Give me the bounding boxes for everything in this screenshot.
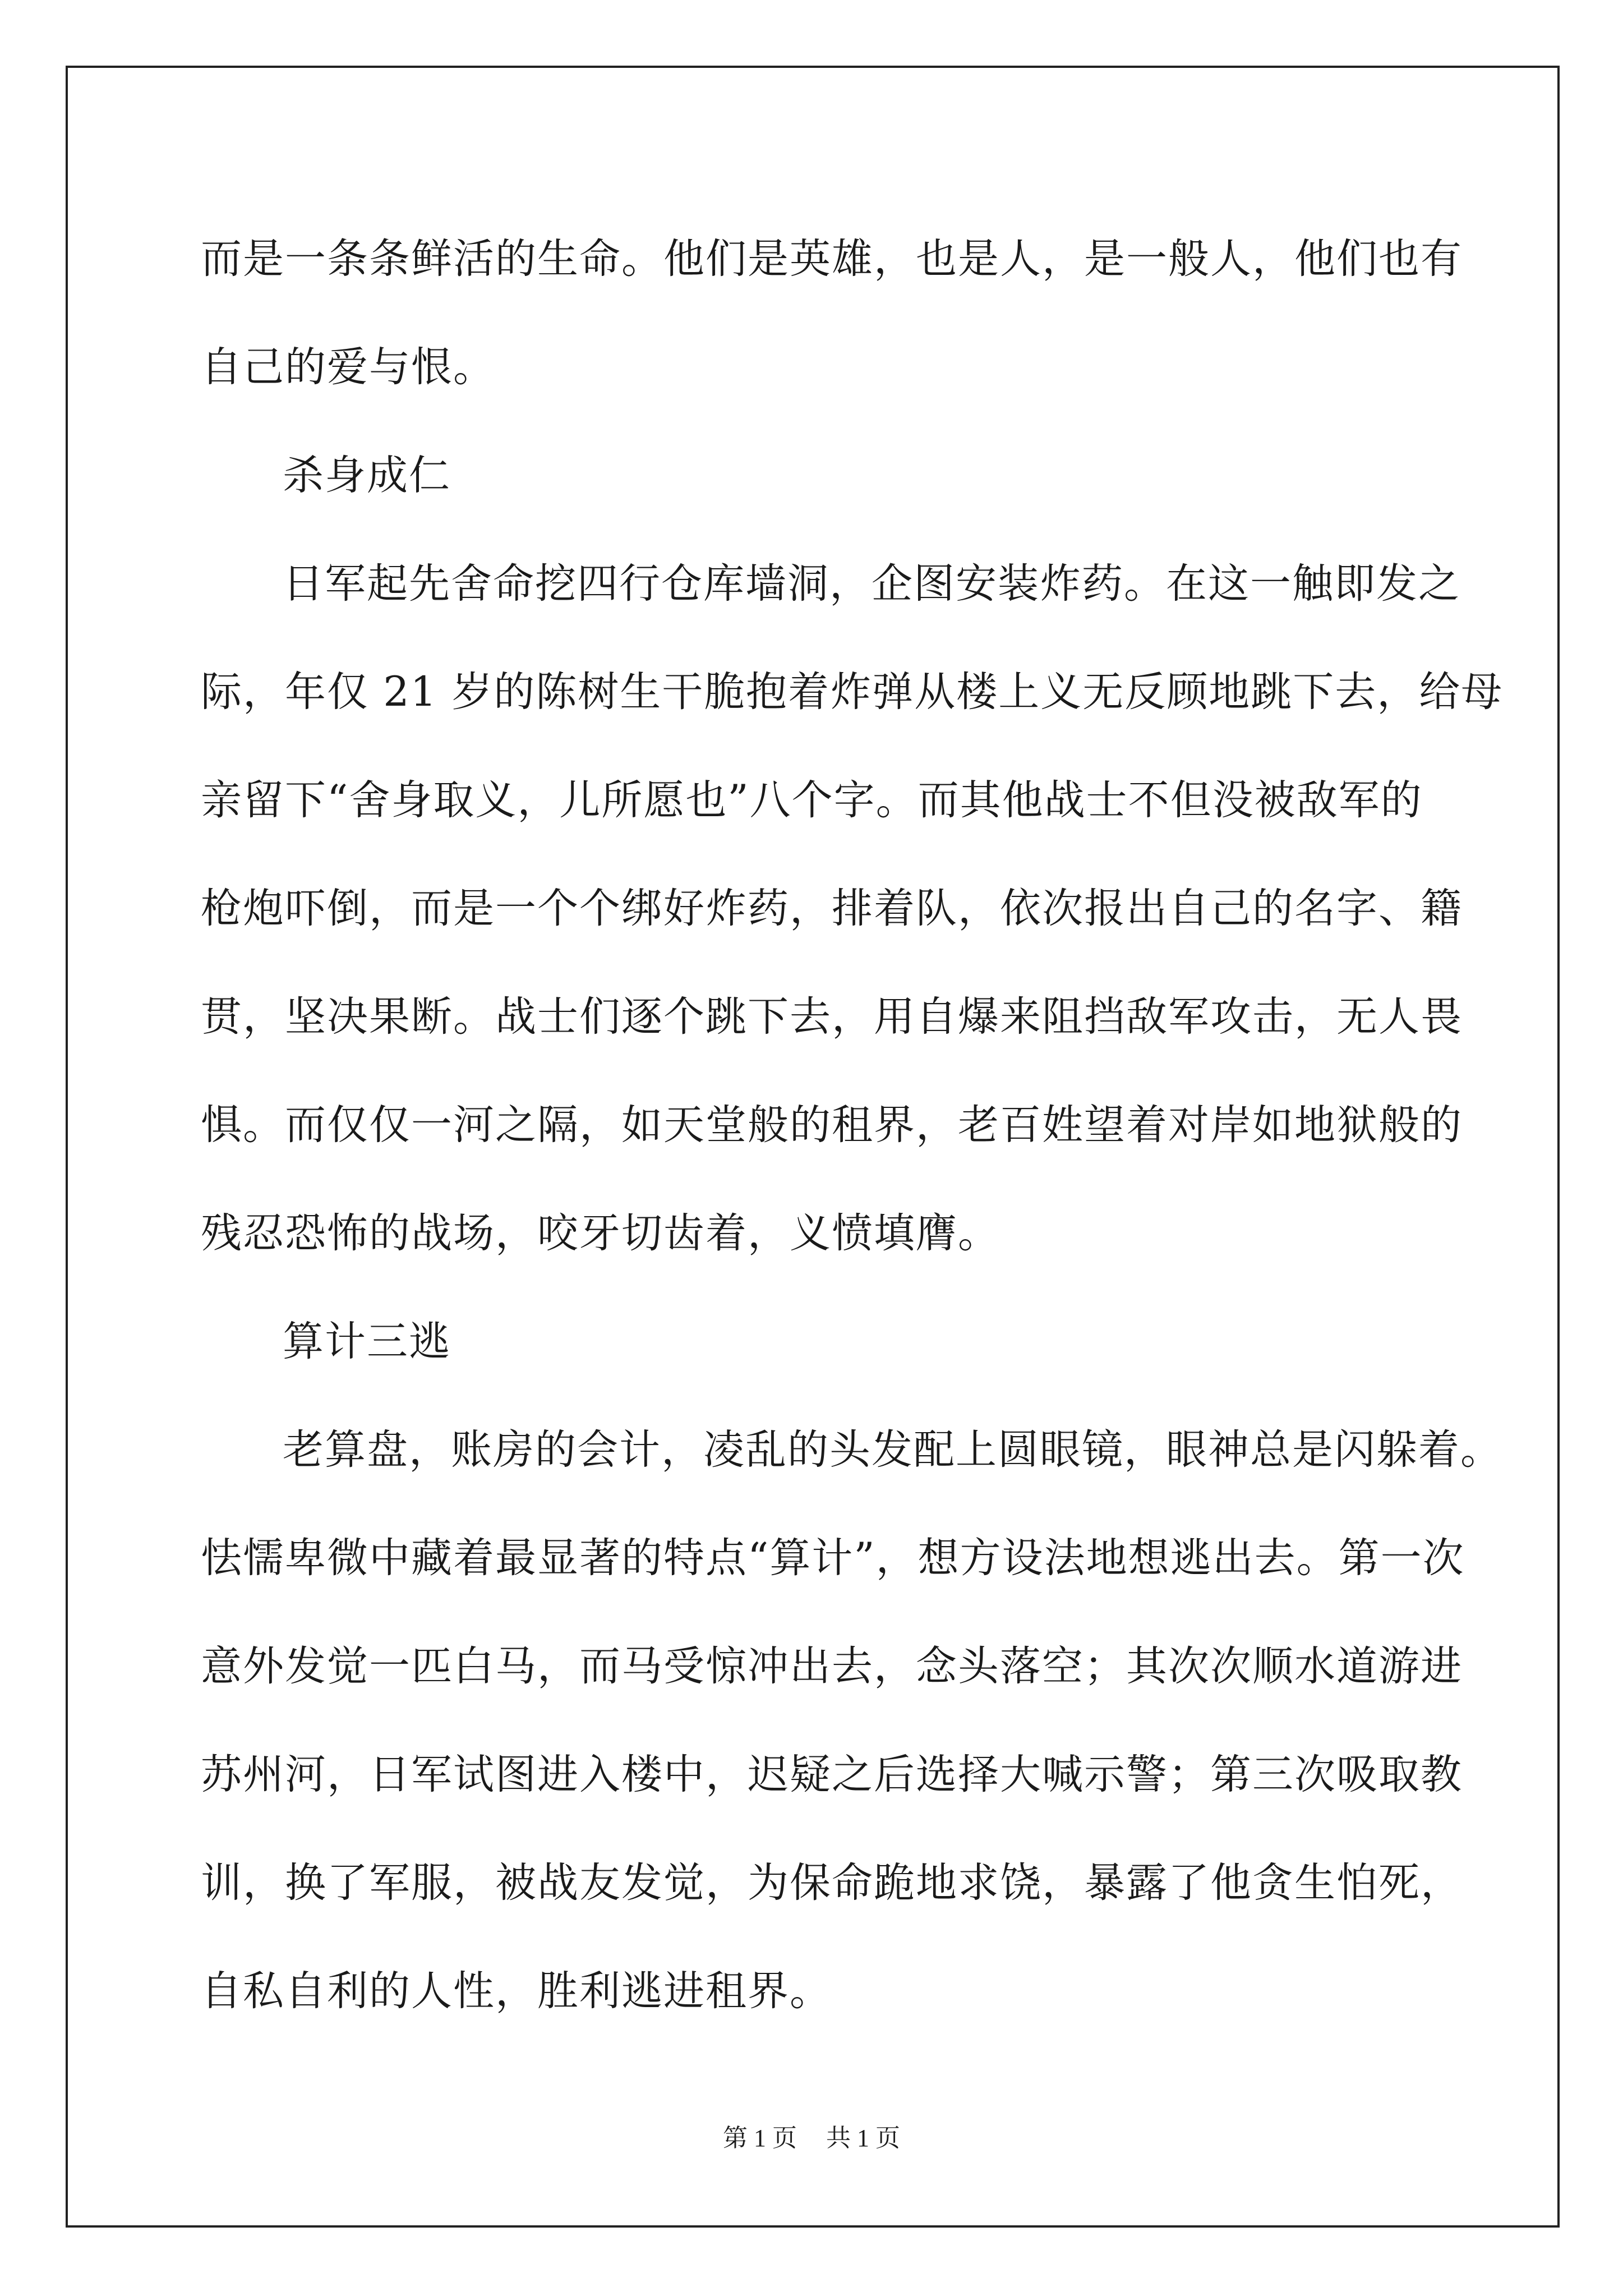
text-line: 日军起先舍命挖四行仓库墙洞，企图安装炸药。在这一触即发之 [283,560,1460,608]
text-line: 际，年仅 21 岁的陈树生干脆抱着炸弹从楼上义无反顾地跳下去，给母 [201,668,1504,716]
page-number: 第 1 页 [723,2124,797,2152]
section-heading: 算计三逃 [283,1318,451,1365]
text-line: 亲留下“舍身取义，儿所愿也”八个字。而其他战士不但没被敌军的 [201,776,1423,824]
text-line: 枪炮吓倒，而是一个个绑好炸药，排着队，依次报出自己的名字、籍 [201,885,1463,932]
text-line: 而是一条条鲜活的生命。他们是英雄，也是人，是一般人，他们也有 [201,235,1463,283]
document-body [201,205,1504,2045]
section-heading: 杀身成仁 [283,452,451,499]
page-footer [0,2118,1623,2154]
text-line: 自私自利的人性，胜利逃进租界。 [201,1967,832,2015]
text-line: 训，换了军服，被战友发觉，为保命跪地求饶，暴露了他贪生怕死， [201,1859,1463,1907]
text-line: 自己的爱与恨。 [201,343,495,391]
text-line: 怯懦卑微中藏着最显著的特点“算计”，想方设法地想逃出去。第一次 [201,1534,1465,1582]
text-line: 残忍恐怖的战场，咬牙切齿着，义愤填膺。 [201,1209,1000,1257]
page-total: 共 1 页 [826,2124,900,2152]
text-line: 惧。而仅仅一河之隔，如天堂般的租界，老百姓望着对岸如地狱般的 [201,1101,1463,1149]
text-line: 贯，坚决果断。战士们逐个跳下去，用自爆来阻挡敌军攻击，无人畏 [201,993,1463,1041]
text-line: 老算盘，账房的会计，凌乱的头发配上圆眼镜，眼神总是闪躲着。 [283,1426,1502,1474]
text-line: 意外发觉一匹白马，而马受惊冲出去，念头落空；其次次顺水道游进 [201,1642,1463,1690]
text-line: 苏州河，日军试图进入楼中，迟疑之后选择大喊示警；第三次吸取教 [201,1751,1463,1798]
